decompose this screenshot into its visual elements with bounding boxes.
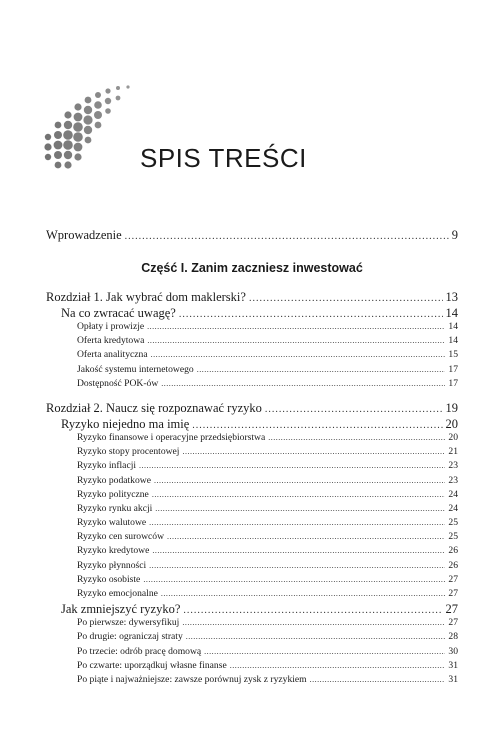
- toc-page-number: 24: [448, 502, 458, 514]
- logo-dot: [54, 141, 63, 150]
- toc-entry-subsection[interactable]: [46, 574, 458, 588]
- toc-entry-subsection[interactable]: [46, 321, 458, 335]
- toc-entry-subsection[interactable]: [46, 335, 458, 349]
- toc-page-number: 25: [448, 517, 458, 529]
- toc-entry-subsection[interactable]: [46, 531, 458, 545]
- logo-dot: [116, 86, 120, 90]
- toc-page-number: 27: [448, 617, 458, 629]
- toc-entry-subsection[interactable]: [46, 446, 458, 460]
- logo-dot: [74, 153, 81, 160]
- logo-dot: [64, 111, 71, 118]
- toc-page-number: 27: [448, 573, 458, 585]
- toc-entry-subsection[interactable]: [46, 432, 458, 446]
- dot-leader: [192, 420, 442, 431]
- toc-page-number: 9: [451, 228, 458, 242]
- toc-entry-label: Jakość systemu internetowego: [77, 363, 194, 375]
- toc-entry-subsection[interactable]: [46, 617, 458, 631]
- toc-entry-label: Ryzyko kredytowe: [77, 545, 150, 557]
- logo-dot: [105, 108, 111, 114]
- logo-dot: [64, 121, 72, 129]
- page-title: SPIS TREŚCI: [140, 143, 307, 173]
- toc-page-number: 23: [448, 460, 458, 472]
- toc-page-number: 21: [448, 446, 458, 458]
- toc-entry-subsection[interactable]: [46, 460, 458, 474]
- toc-page-number: 17: [448, 377, 458, 389]
- toc-page-number: 28: [448, 631, 458, 643]
- chapter-list: [46, 290, 458, 688]
- toc-entry-subsection[interactable]: [46, 503, 458, 517]
- toc-entry-label: Ryzyko inflacji: [77, 460, 137, 472]
- logo-dot: [85, 97, 92, 104]
- toc-page-number: 26: [448, 559, 458, 571]
- dot-leader: [152, 490, 446, 499]
- toc-entry-subsection[interactable]: [46, 349, 458, 363]
- toc-entry-label: Dostępność POK-ów: [77, 377, 159, 389]
- toc-page-number: 14: [445, 306, 458, 320]
- logo-dot: [74, 103, 81, 110]
- logo-dot: [45, 154, 51, 160]
- dot-leader: [125, 231, 449, 242]
- toc-entry-label: Po czwarte: uporządkuj własne finanse: [77, 659, 227, 671]
- toc-entry-subsection[interactable]: [46, 489, 458, 503]
- toc-entry-label: Po pierwsze: dywersyfikuj: [77, 617, 180, 629]
- toc-page-number: 17: [448, 363, 458, 375]
- dot-leader: [139, 461, 445, 470]
- logo-dot: [44, 143, 51, 150]
- dot-leader: [197, 365, 446, 374]
- toc-page-number: 19: [445, 400, 458, 415]
- toc-entry-label: Ryzyko rynku akcji: [77, 502, 153, 514]
- logo-dot: [73, 122, 83, 132]
- toc-page-number: 14: [448, 335, 458, 347]
- dot-leader: [249, 293, 443, 304]
- toc-entry-label: Ryzyko finansowe i operacyjne przedsiębiorstwa: [77, 431, 266, 443]
- table-of-contents: [46, 228, 458, 688]
- toc-page-number: 25: [448, 531, 458, 543]
- logo-dot: [54, 151, 62, 159]
- toc-entry-label: Ryzyko płynności: [77, 559, 147, 571]
- toc-page-number: 26: [448, 545, 458, 557]
- logo-dot: [85, 137, 92, 144]
- toc-entry-label: Oferta kredytowa: [77, 335, 145, 347]
- dot-leader: [167, 532, 445, 541]
- toc-entry-label: Jak zmniejszyć ryzyko?: [61, 602, 181, 617]
- logo-dot: [126, 85, 129, 88]
- toc-entry-chapter[interactable]: [46, 401, 458, 417]
- toc-entry-label: Ryzyko podatkowe: [77, 474, 151, 486]
- toc-entry-chapter[interactable]: [46, 290, 458, 306]
- dot-leader: [143, 575, 445, 584]
- toc-entry-label: Ryzyko cen surowców: [77, 531, 165, 543]
- toc-page-number: 15: [448, 349, 458, 361]
- toc-entry-label: Ryzyko osobiste: [77, 573, 141, 585]
- toc-page-number: 23: [448, 474, 458, 486]
- logo-dot: [84, 106, 92, 114]
- toc-entry-subsection[interactable]: [46, 560, 458, 574]
- dot-leader: [155, 504, 445, 513]
- logo-dot: [64, 151, 72, 159]
- logo-dot: [74, 143, 83, 152]
- toc-entry-label: Rozdział 1. Jak wybrać dom maklerski?: [46, 290, 246, 304]
- toc-page-number: 27: [448, 588, 458, 599]
- logo-dot: [63, 130, 73, 140]
- logo-dot: [105, 98, 111, 104]
- toc-page-number: 24: [448, 488, 458, 500]
- toc-page-number: 30: [448, 645, 458, 657]
- dot-leader: [310, 675, 446, 684]
- toc-entry-subsection[interactable]: [46, 378, 458, 392]
- dot-leader: [182, 618, 445, 627]
- toc-page-number: 27: [445, 602, 458, 617]
- dot-leader: [161, 379, 445, 388]
- toc-entry-subsection[interactable]: [46, 588, 458, 602]
- toc-page-number: 20: [445, 416, 458, 431]
- dot-leader: [265, 404, 443, 415]
- toc-entry-subsection[interactable]: [46, 631, 458, 645]
- logo-dot: [95, 92, 101, 98]
- toc-entry-label: Wprowadzenie: [46, 228, 122, 242]
- toc-entry-section[interactable]: [46, 417, 458, 432]
- logo-dot: [84, 126, 92, 134]
- toc-entry-label: Ryzyko stopy procentowej: [77, 446, 180, 458]
- dot-leader: [268, 433, 445, 442]
- logo-dot: [63, 140, 73, 150]
- toc-entry-subsection[interactable]: [46, 364, 458, 378]
- logo-dot: [73, 132, 83, 142]
- dot-leader: [154, 476, 445, 485]
- toc-entry-subsection[interactable]: [46, 660, 458, 674]
- toc-page-number: 13: [445, 290, 458, 304]
- dot-leader: [182, 447, 445, 456]
- dot-leader: [230, 661, 446, 670]
- dot-leader: [161, 589, 446, 598]
- logo-dot: [74, 113, 83, 122]
- logo-dot: [45, 134, 51, 140]
- toc-page-number: 14: [448, 321, 458, 332]
- dot-leader: [204, 647, 445, 656]
- toc-entry-label: Po piąte i najważniejsze: zawsze porównuj zysk z ryzykiem: [77, 673, 307, 685]
- toc-entry-subsection[interactable]: [46, 517, 458, 531]
- logo-dot: [116, 96, 121, 101]
- toc-page-number: 20: [448, 431, 458, 443]
- logo-dot: [55, 122, 62, 129]
- dot-leader: [183, 605, 442, 616]
- dot-leader: [152, 546, 445, 555]
- toc-entry-label: Ryzyko emocjonalne: [77, 588, 158, 599]
- dot-leader: [186, 632, 446, 641]
- logo-dot: [55, 162, 62, 169]
- toc-entry-label: Oferta analityczna: [77, 349, 148, 361]
- toc-entry-label: Ryzyko niejedno ma imię: [61, 416, 190, 431]
- toc-page-number: 31: [448, 673, 458, 685]
- dotted-arc-logo-icon: [40, 85, 135, 180]
- dot-leader: [149, 518, 445, 527]
- toc-entry-label: Rozdział 2. Naucz się rozpoznawać ryzyko: [46, 400, 262, 415]
- toc-entry-label: Po trzecie: odrób pracę domową: [77, 645, 202, 657]
- logo-dot: [95, 122, 102, 129]
- toc-entry-section[interactable]: [46, 306, 458, 321]
- part-heading: Część I. Zanim zaczniesz inwestować: [141, 261, 363, 275]
- logo-dot: [54, 131, 62, 139]
- toc-entry-subsection[interactable]: [46, 475, 458, 489]
- logo-dot: [64, 161, 71, 168]
- toc-entry-subsection[interactable]: [46, 545, 458, 559]
- logo-dot: [83, 115, 92, 124]
- dot-leader: [147, 322, 445, 331]
- toc-entry-subsection[interactable]: [46, 646, 458, 660]
- toc-page-number: 31: [448, 659, 458, 671]
- dot-leader: [147, 336, 445, 345]
- toc-entry-intro[interactable]: [46, 228, 458, 245]
- toc-entry-label: Opłaty i prowizje: [77, 321, 145, 332]
- toc-entry-subsection[interactable]: [46, 674, 458, 688]
- toc-entry-label: Ryzyko polityczne: [77, 488, 149, 500]
- dot-leader: [179, 309, 443, 320]
- dot-leader: [151, 350, 446, 359]
- logo-dot: [94, 101, 102, 109]
- toc-entry-label: Na co zwracać uwagę?: [61, 306, 176, 320]
- toc-entry-label: Ryzyko walutowe: [77, 517, 147, 529]
- toc-entry-label: Po drugie: ograniczaj straty: [77, 631, 183, 643]
- dot-leader: [149, 561, 445, 570]
- logo-dot: [105, 88, 110, 93]
- toc-entry-section[interactable]: [46, 602, 458, 617]
- logo-dot: [94, 111, 102, 119]
